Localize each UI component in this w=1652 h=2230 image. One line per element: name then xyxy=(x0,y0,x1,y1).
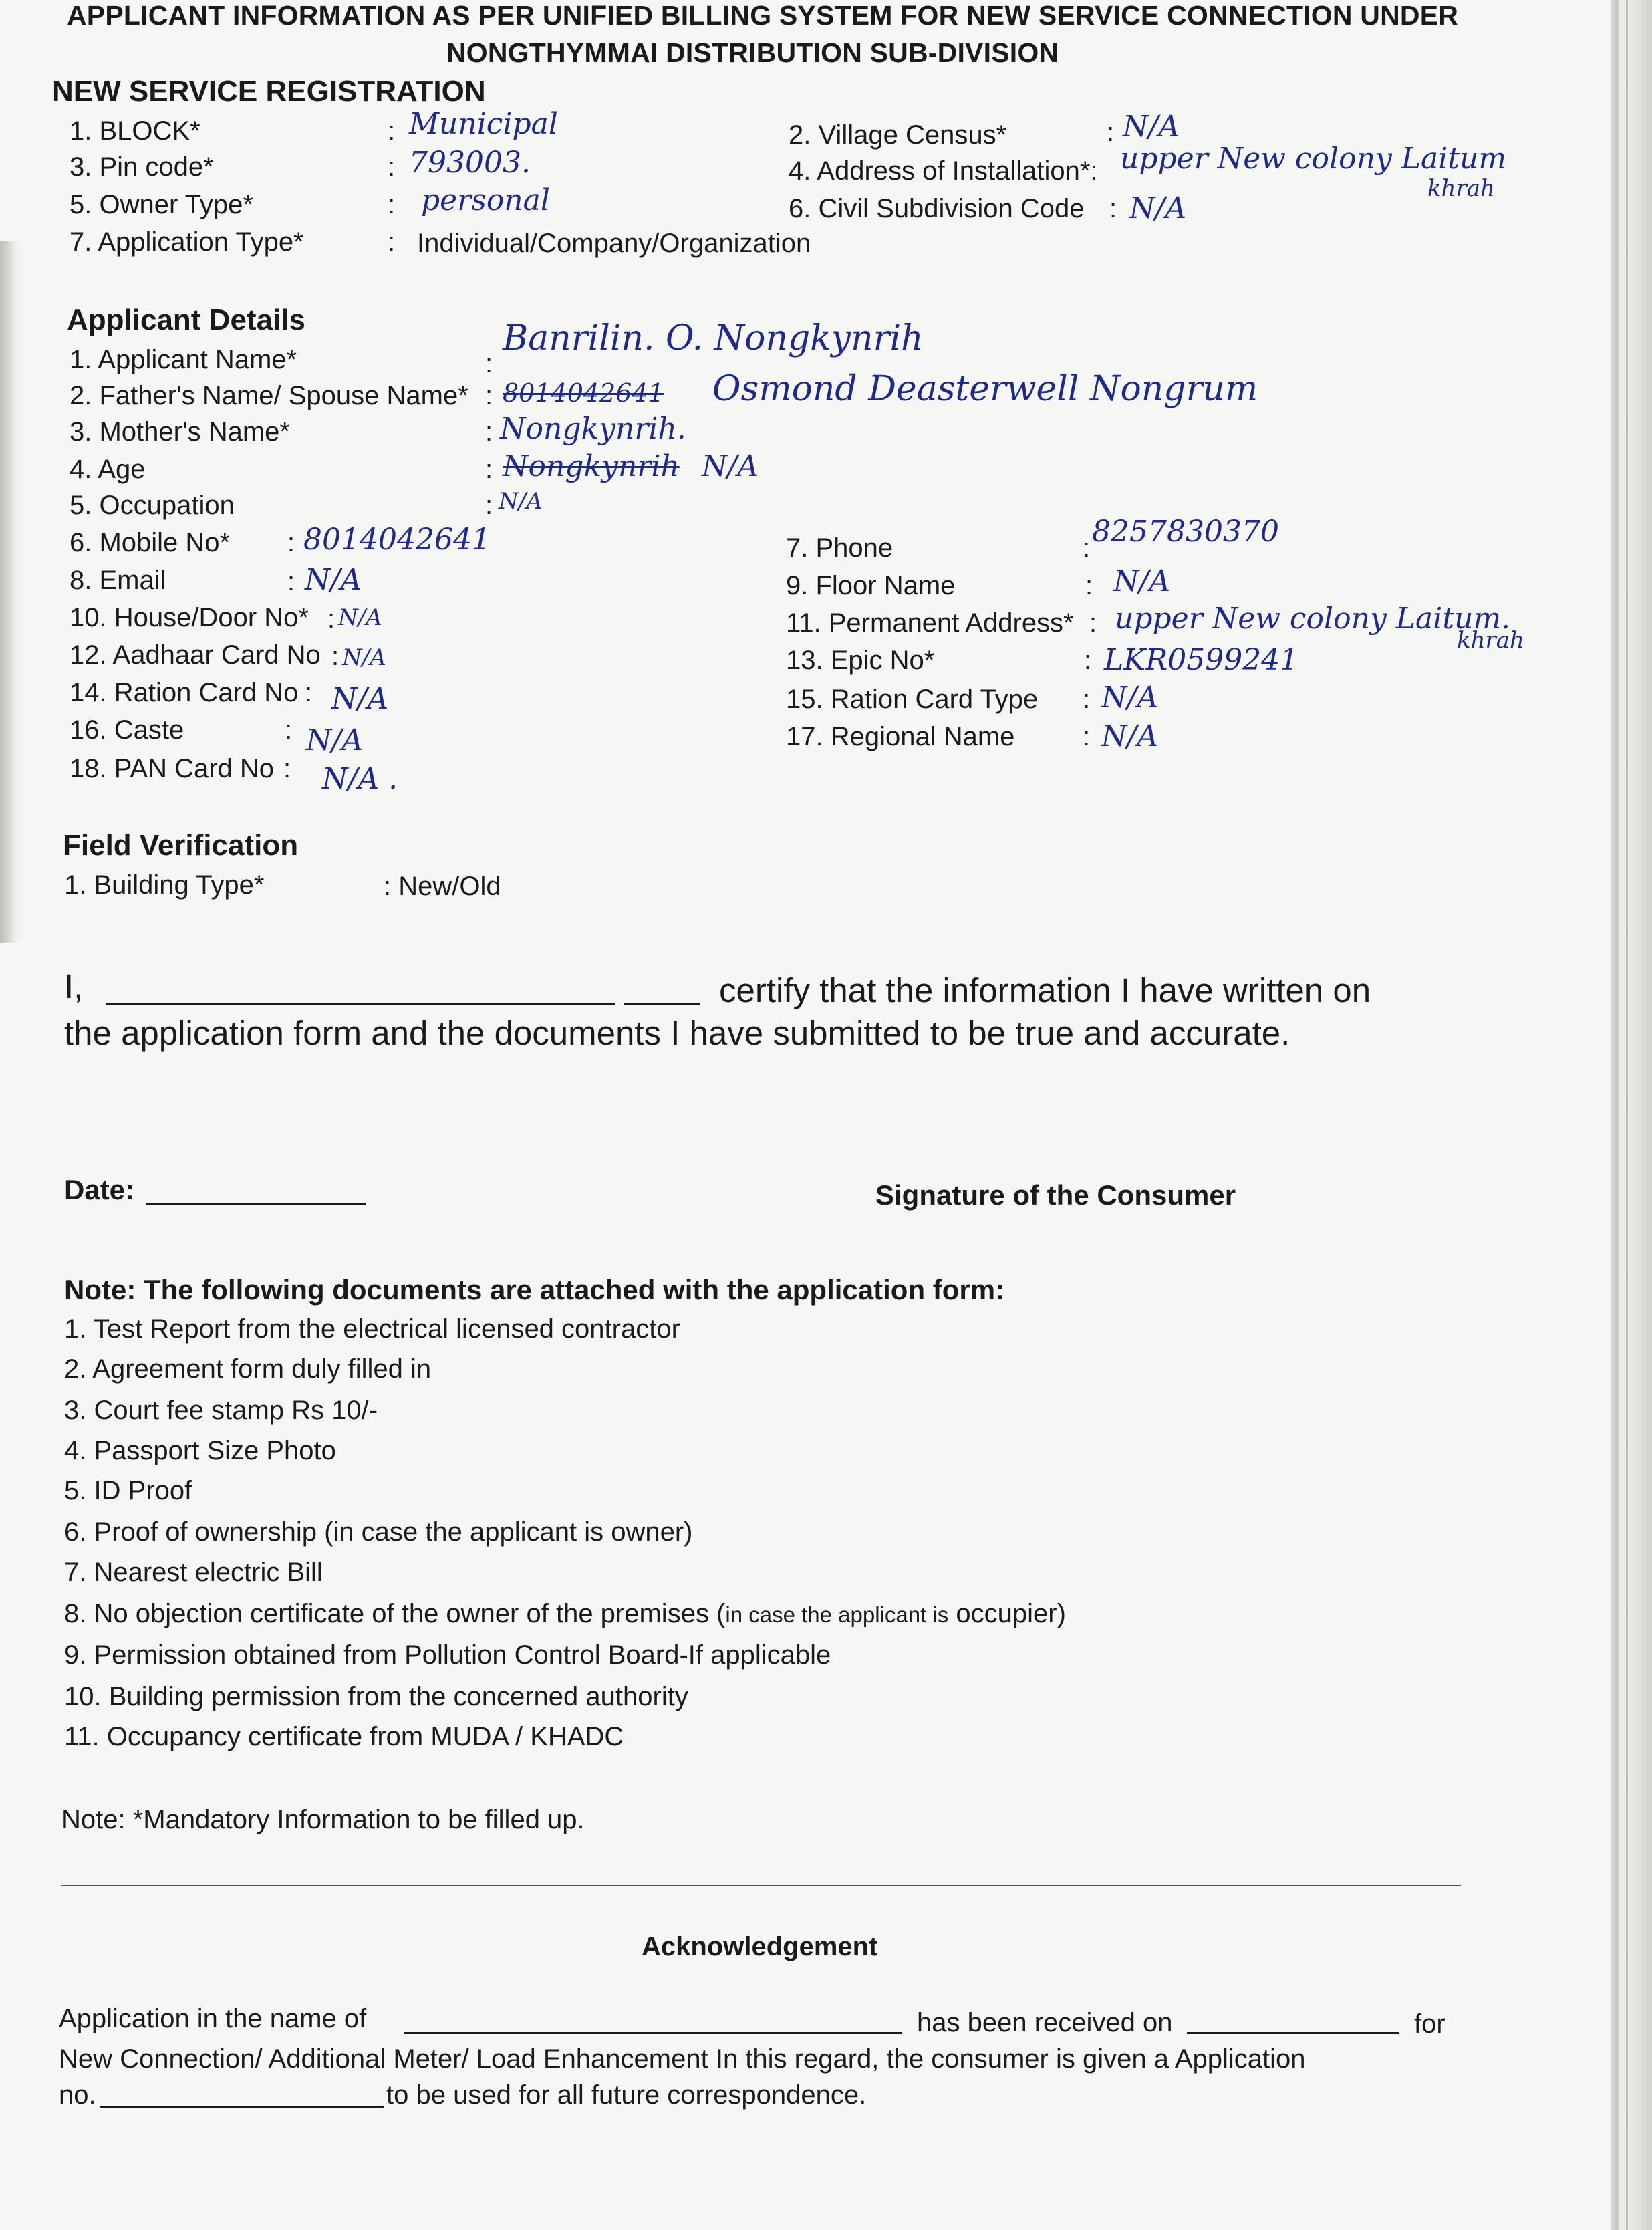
colon: : xyxy=(1107,118,1115,147)
phone-label: 7. Phone xyxy=(786,533,893,563)
village-census-label: 2. Village Census* xyxy=(789,120,1007,150)
phone-value[interactable]: 8257830370 xyxy=(1092,515,1279,549)
address-installation-value-line2[interactable]: khrah xyxy=(1427,175,1495,202)
colon: : xyxy=(388,116,396,146)
document-item: 6. Proof of ownership (in case the applicant is owner) xyxy=(64,1517,693,1547)
document-item: 9. Permission obtained from Pollution Control Board-If applicable xyxy=(64,1640,831,1670)
ration-card-type-value[interactable]: N/A xyxy=(1101,680,1159,715)
mother-name-label: 3. Mother's Name* xyxy=(70,417,290,447)
certify-name-line-2[interactable] xyxy=(624,1003,700,1005)
ack-text-3: for xyxy=(1414,2009,1446,2039)
documents-note-heading: Note: The following documents are attached with the application form: xyxy=(64,1274,1005,1306)
ack-date-line[interactable] xyxy=(1187,2032,1399,2034)
ack-text-1: Application in the name of xyxy=(59,2004,367,2033)
certify-name-line[interactable] xyxy=(106,1003,615,1005)
colon: : xyxy=(388,227,396,257)
certify-i: I, xyxy=(64,967,84,1005)
application-type-label: 7. Application Type* xyxy=(70,227,304,257)
certify-text-2: the application form and the documents I have submitted to be true and accurate. xyxy=(64,1014,1290,1052)
document-item: 5. ID Proof xyxy=(64,1476,192,1505)
epic-value[interactable]: LKR0599241 xyxy=(1104,643,1299,677)
ration-card-value[interactable]: N/A xyxy=(331,682,389,716)
pan-card-value[interactable]: N/A . xyxy=(322,762,398,796)
document-item: 11. Occupancy certificate from MUDA / KHADC xyxy=(64,1722,624,1751)
aadhaar-value[interactable]: N/A xyxy=(342,644,386,671)
mother-name-value[interactable]: Nongkynrih. xyxy=(500,412,686,446)
ack-name-line[interactable] xyxy=(404,2032,902,2034)
colon: : xyxy=(287,567,295,596)
document-item: 2. Agreement form duly filled in xyxy=(64,1354,432,1384)
colon: : xyxy=(1083,533,1091,563)
applicant-name-value[interactable]: Banrilin. O. Nongkynrih xyxy=(503,318,924,358)
form-subtitle: NONGTHYMMAI DISTRIBUTION SUB-DIVISION xyxy=(446,37,1059,68)
pin-value[interactable]: 793003. xyxy=(409,146,531,180)
ack-text-line2: New Connection/ Additional Meter/ Load Enhancement In this regard, the consumer is given a Application xyxy=(59,2044,1306,2074)
village-census-value[interactable]: N/A xyxy=(1123,110,1180,144)
paper-edge-line xyxy=(1626,0,1628,2230)
ration-card-type-label: 15. Ration Card Type xyxy=(786,685,1039,714)
mobile-value[interactable]: 8014042641 xyxy=(303,523,491,557)
document-item-8-tail: occupier) xyxy=(956,1599,1066,1628)
colon: : xyxy=(485,417,493,447)
colon: : xyxy=(1109,194,1117,223)
document-item-8-text: 8. No objection certificate of the owner of the premises ( xyxy=(64,1599,726,1628)
colon: : xyxy=(327,604,335,634)
colon: : xyxy=(285,715,293,745)
age-label: 4. Age xyxy=(70,455,146,484)
colon: : xyxy=(485,491,493,520)
document-item-8 xyxy=(64,1599,1066,1629)
email-value[interactable]: N/A xyxy=(305,563,362,597)
document-item-8-small: in case the applicant is xyxy=(725,1602,949,1627)
ack-text-2: has been received on xyxy=(917,2008,1173,2037)
building-type-label: 1. Building Type* xyxy=(64,870,265,900)
permanent-address-label: 11. Permanent Address* xyxy=(786,608,1074,638)
ack-text-5: to be used for all future correspondence. xyxy=(386,2080,867,2110)
section-heading-field: Field Verification xyxy=(63,829,299,862)
father-spouse-name-value[interactable]: Osmond Deasterwell Nongrum xyxy=(712,369,1258,409)
regional-name-label: 17. Regional Name xyxy=(786,722,1015,751)
address-installation-label: 4. Address of Installation*: xyxy=(789,156,1098,186)
paper-fold-shadow xyxy=(0,241,27,943)
document-item: 3. Court fee stamp Rs 10/- xyxy=(64,1396,378,1425)
house-door-value[interactable]: N/A xyxy=(338,604,382,631)
application-type-value: Individual/Company/Organization xyxy=(417,229,811,258)
aadhaar-label: 12. Aadhaar Card No xyxy=(70,640,321,670)
house-door-label: 10. House/Door No* xyxy=(70,603,309,632)
occupation-value[interactable]: N/A xyxy=(499,488,543,515)
owner-type-label: 5. Owner Type* xyxy=(70,190,253,219)
date-label: Date: xyxy=(64,1174,135,1205)
colon: : xyxy=(287,528,295,558)
applicant-name-label: 1. Applicant Name* xyxy=(70,345,297,374)
pin-label: 3. Pin code* xyxy=(70,152,214,182)
caste-value[interactable]: N/A xyxy=(306,723,364,757)
floor-name-label: 9. Floor Name xyxy=(786,571,956,600)
section-heading-registration: NEW SERVICE REGISTRATION xyxy=(52,75,486,108)
form-title: APPLICANT INFORMATION AS PER UNIFIED BILLING SYSTEM FOR NEW SERVICE CONNECTION UNDER xyxy=(67,0,1459,31)
colon: : xyxy=(1084,646,1092,675)
divider xyxy=(61,1885,1461,1886)
permanent-address-value-line2[interactable]: khrah xyxy=(1457,627,1524,654)
colon: : xyxy=(305,678,313,707)
mandatory-note: Note: *Mandatory Information to be filled up. xyxy=(61,1805,585,1834)
paper-edge xyxy=(1611,0,1652,2230)
section-heading-applicant: Applicant Details xyxy=(67,303,305,336)
regional-name-value[interactable]: N/A xyxy=(1101,719,1159,753)
colon: : xyxy=(485,455,493,484)
document-item: 4. Passport Size Photo xyxy=(64,1436,336,1465)
colon: : xyxy=(388,190,396,219)
permanent-address-value[interactable]: upper New colony Laitum. xyxy=(1115,602,1511,636)
document-item: 10. Building permission from the concerned authority xyxy=(64,1682,688,1711)
epic-label: 13. Epic No* xyxy=(786,646,935,675)
colon: : xyxy=(1085,571,1093,600)
ack-text-4: no. xyxy=(59,2080,96,2110)
father-spouse-name-label: 2. Father's Name/ Spouse Name* xyxy=(70,381,468,410)
occupation-label: 5. Occupation xyxy=(70,491,235,520)
civil-subdivision-label: 6. Civil Subdivision Code xyxy=(789,194,1085,223)
age-struck: Nongkynrih xyxy=(503,449,680,483)
colon: : xyxy=(1083,722,1091,751)
building-type-value: : New/Old xyxy=(384,872,501,901)
civil-subdivision-value[interactable]: N/A xyxy=(1129,191,1187,225)
ack-application-no-line[interactable] xyxy=(100,2106,384,2108)
acknowledgement-heading: Acknowledgement xyxy=(642,1932,878,1961)
signature-label: Signature of the Consumer xyxy=(875,1179,1236,1211)
ration-card-label: 14. Ration Card No xyxy=(70,678,299,707)
document-item: 7. Nearest electric Bill xyxy=(64,1558,323,1587)
mobile-label: 6. Mobile No* xyxy=(70,528,231,558)
address-installation-value[interactable]: upper New colony Laitum xyxy=(1120,142,1507,176)
certify-text-1: certify that the information I have written on xyxy=(719,971,1371,1009)
document-item: 1. Test Report from the electrical licensed contractor xyxy=(64,1314,680,1344)
father-name-struck: 8014042641 xyxy=(503,378,664,408)
colon: : xyxy=(283,754,291,783)
floor-name-value[interactable]: N/A xyxy=(1113,564,1171,598)
colon: : xyxy=(485,381,493,410)
block-label: 1. BLOCK* xyxy=(70,116,200,146)
owner-type-value[interactable]: personal xyxy=(421,183,550,217)
colon: : xyxy=(485,349,493,378)
pan-card-label: 18. PAN Card No xyxy=(70,754,275,783)
colon: : xyxy=(1083,685,1091,714)
block-value[interactable]: Municipal xyxy=(409,107,558,141)
colon: : xyxy=(388,152,396,182)
colon: : xyxy=(331,642,339,671)
colon: : xyxy=(1089,608,1097,638)
age-value[interactable]: N/A xyxy=(702,449,759,483)
caste-label: 16. Caste xyxy=(70,715,184,745)
email-label: 8. Email xyxy=(70,566,166,595)
date-line[interactable] xyxy=(146,1203,366,1205)
